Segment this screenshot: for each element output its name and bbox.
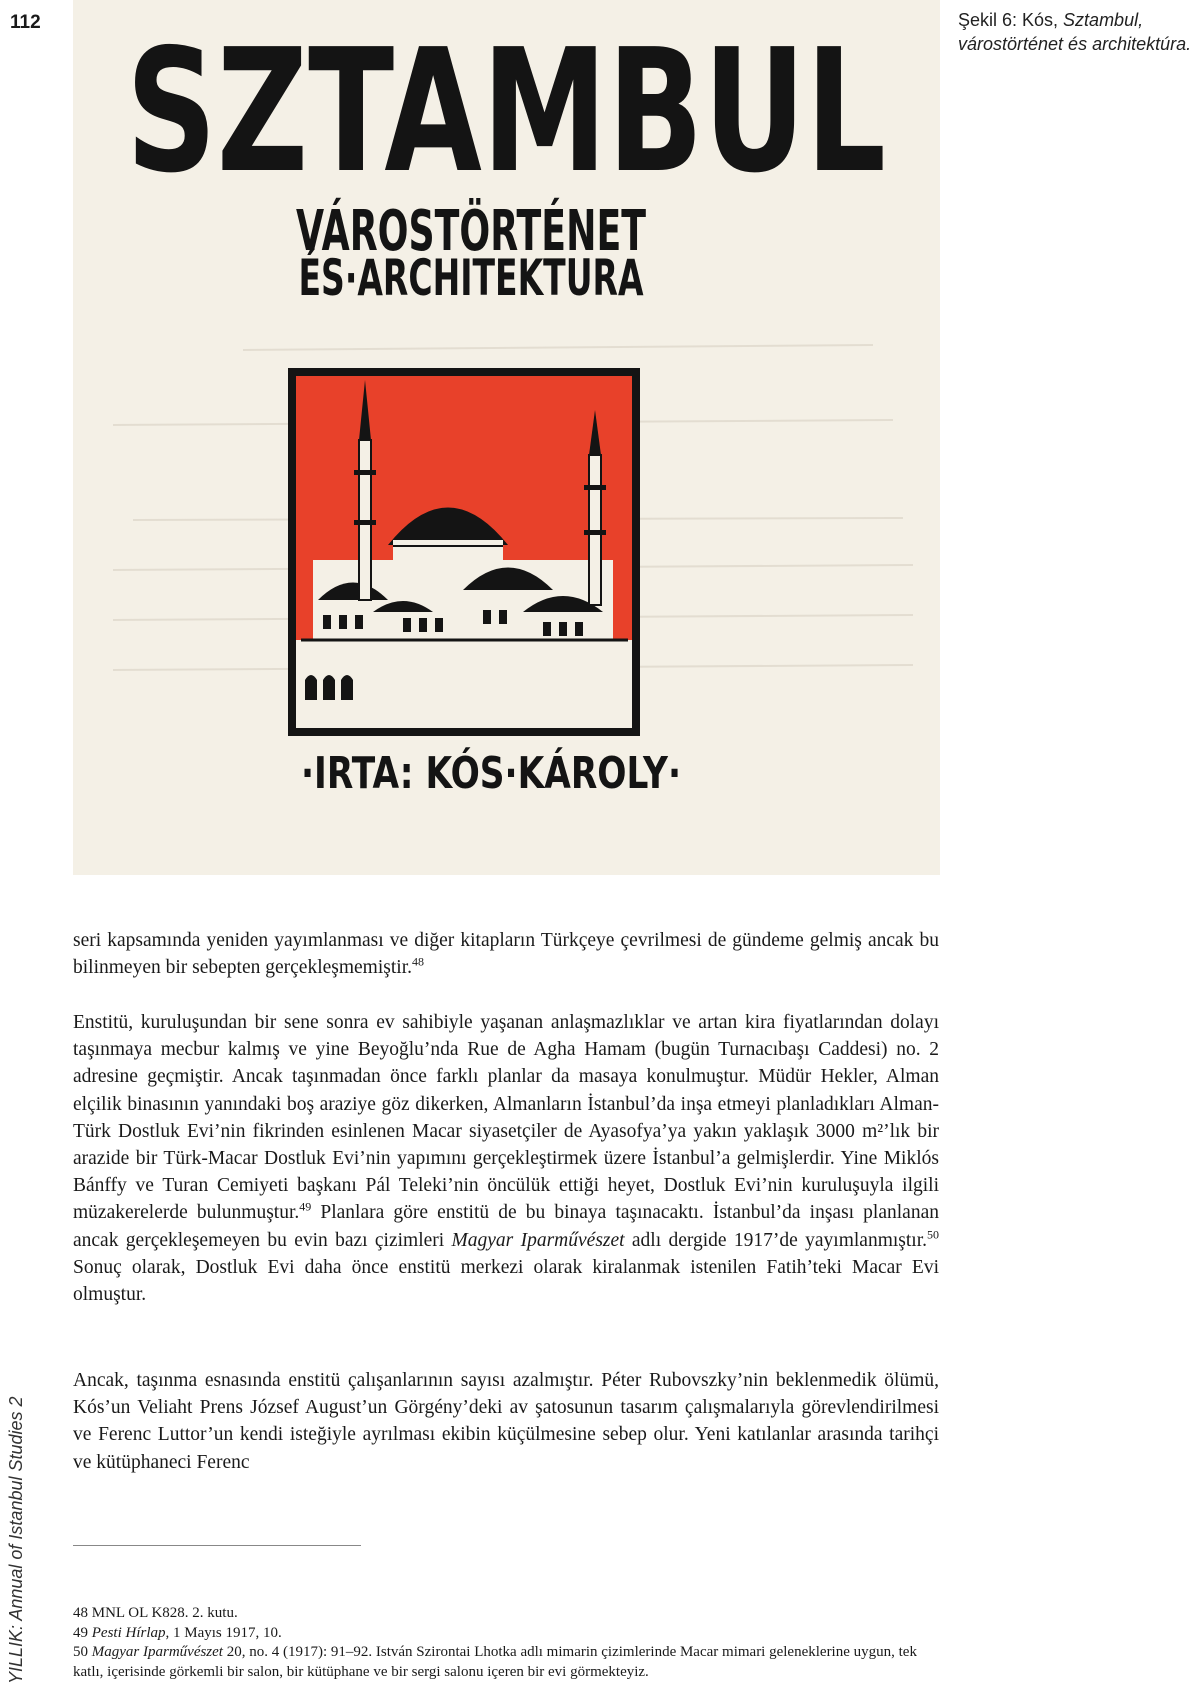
figure-caption bbox=[958, 8, 1193, 56]
book-cover-illustration bbox=[73, 0, 940, 875]
page-number: 112 bbox=[10, 12, 41, 33]
footnote-49 bbox=[73, 1624, 939, 1644]
footnote-ref-49: 49 bbox=[299, 1199, 312, 1214]
footnote-49-rest: , 1 Mayıs 1917, 10. bbox=[165, 1624, 282, 1641]
footnote-divider bbox=[73, 1545, 361, 1546]
paragraph-2 bbox=[73, 1009, 939, 1308]
paragraph-3-text: Ancak, taşınma esnasında enstitü çalışanlarının sayısı azalmıştır. Péter Rubovszky’nin beklenmedik ölümü, Kós’un Veliaht Prens József August’un Görgény’deki av şatosunun tasarım çalışmalarıyla görevlendirilmesi ve Ferenc Luttor’un kendi isteğiyle ayrılması ekibin küçülmesine sebep olur. Yeni katılanlar arasında tarihçi ve kütüphaneci Ferenc bbox=[73, 1370, 939, 1473]
paragraph-2-text-c: adlı dergide 1917’de yayımlanmıştır. bbox=[624, 1229, 928, 1251]
running-journal-title bbox=[6, 1384, 27, 1684]
footnote-49-number: 49 bbox=[73, 1624, 92, 1641]
footnote-50-rest: 20, no. 4 (1917): 91–92. István Szirontai Lhotka adlı mimarin çizimlerinde Macar mimari geleneklerine uygun, tek katlı, içerisinde görkemli bir salon, bir kütüphane ve bir sergi salonu içeren bir evi görmekteyiz. bbox=[73, 1644, 917, 1680]
paragraph-2-text-b: Planlara göre enstitü de bu binaya taşınacaktı. İstanbul’da inşası planlanan ancak gerçekleşemeyen bu evin bazı çizimleri bbox=[73, 1202, 939, 1251]
footnote-ref-50: 50 bbox=[927, 1227, 940, 1242]
paragraph-1 bbox=[73, 927, 939, 981]
paragraph-2-text-d: Sonuç olarak, Dostluk Evi daha önce enstitü merkezi olarak kiralanmak istenilen Fatih’teki Macar Evi olmuştur. bbox=[73, 1256, 939, 1306]
caption-title: Sztambul, várostörténet és architektúra. bbox=[958, 10, 1192, 54]
paragraph-2-text-a: Enstitü, kuruluşundan bir sene sonra ev sahibiyle yaşanan anlaşmazlıklar ve artan kira fiyatlarından dolayı taşınmaya mecbur kalmış ve yine Beyoğlu’nda Rue de Agha Hamam (bugün Turnacıbaşı Caddesi) no. 2 adresine geçmiştir. Ancak taşınmadan önce farklı planlar da masaya konulmuştur. Müdür Hekler, Alman elçilik binasının yanındaki boş araziye göz dikerken, Almanların İstanbul’da inşa etmeyi planladıkları Alman-Türk Dostluk Evi’nin fikrinden esinlenen Macar siyasetçiler de Ayasofya’ya yakın yaklaşık 3000 m²’lık bir arazide bir Türk-Macar Dostluk Evi’nin yapımını gerçekleştirmek üzere İstanbul’a gelmişlerdir. Yine Miklós Bánffy ve Turan Cemiyeti başkanı Pál Teleki’nin öncülük ettiği heyet, Dostluk Evi’nin kuruluşuyla ilgili müzakerelerde bulunmuştur. bbox=[73, 1012, 939, 1224]
footnote-50 bbox=[73, 1643, 939, 1682]
footnote-50-title: Magyar Iparművészet bbox=[91, 1644, 223, 1660]
footnote-49-title: Pesti Hírlap bbox=[91, 1624, 166, 1641]
footnote-50-number: 50 bbox=[73, 1644, 92, 1660]
cover-subtitle-1: VÁROSTÖRTÉNET bbox=[296, 199, 837, 264]
cover-subtitle-2: ÉS·ARCHITEKTURA bbox=[298, 249, 821, 307]
footnote-48: 48 MNL OL K828. 2. kutu. bbox=[73, 1605, 238, 1621]
caption-label: Şekil 6: Kós, bbox=[958, 10, 1064, 30]
paragraph-1-text: seri kapsamında yeniden yayımlanması ve diğer kitapların Türkçeye çevrilmesi de gündeme gelmiş ancak bu bilinmeyen bir sebepten gerçekleşmemiştir. bbox=[73, 930, 939, 979]
cover-title: SZTAMBUL bbox=[126, 13, 886, 211]
footnotes bbox=[73, 1604, 939, 1682]
journal-issue: 2 bbox=[6, 1396, 26, 1412]
cover-author: ·IRTA: KÓS·KÁROLY· bbox=[301, 748, 788, 799]
journal-title-ref: Magyar Iparművészet bbox=[451, 1229, 625, 1251]
footnote-ref-48: 48 bbox=[411, 954, 424, 969]
paragraph-3 bbox=[73, 1367, 939, 1476]
book-cover-figure bbox=[73, 0, 940, 875]
mosque-emblem bbox=[288, 368, 640, 736]
journal-name: YILLIK: Annual of Istanbul Studies bbox=[6, 1411, 26, 1684]
